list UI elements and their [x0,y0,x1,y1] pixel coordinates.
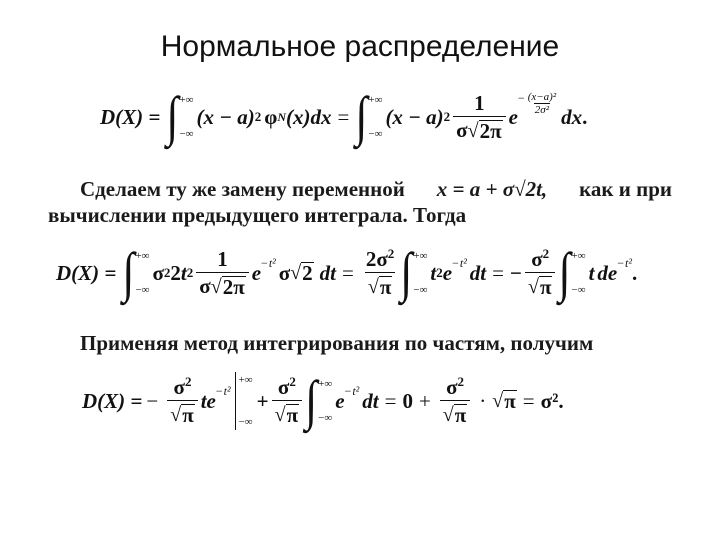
lhs: D(X) = [100,104,161,129]
substitution-formula: x = a + σ√2t, [436,177,548,201]
integral-sign: ∫ +∞ −∞ [558,241,586,303]
density-coefficient: 1 σ √ 2π [453,92,505,142]
integral-sign: ∫ +∞ −∞ [355,85,383,147]
evaluation-bar [235,372,236,430]
density-coefficient: 1 σ √ 2π [196,248,248,298]
formula-substituted-integral: D(X) = ∫ +∞ −∞ σ 2 2 t 2 1 σ √ 2π e − t² σ √ 2 dt = $2\sigma^2$ √ π ∫ +∞ −∞ t 2 e − t² dt = − $\sigma^2$ √ π ∫ +∞ −∞ t de − t² . [56,241,638,303]
integral-sign: ∫ +∞ −∞ [166,85,194,147]
exponent-fraction: $\frac{\text{(x−a)²}}{\text{2σ²}}$ [527,90,557,116]
paragraph-integration-by-parts: Применяя метод интегрирования по частям, получим [80,331,594,355]
integral-sign: ∫ +∞ −∞ [305,369,333,431]
formula-result: D(X) = − $\sigma^2$ √ π te − t² +∞ −∞ + $\sigma^2$ √ π ∫ +∞ −∞ e − t² dt = 0 + $\sigma^2$ √ π · √ π = σ² . [82,369,564,431]
paragraph-substitution: Сделаем ту же замену переменной x = a + σ√2t, как и при вычислении предыдущего интеграла. Тогда [48,177,672,227]
integral-sign: ∫ +∞ −∞ [400,241,428,303]
formula-variance-definition: D(X) = ∫ +∞ −∞ (x − a) 2 φ N (x) dx = ∫ +∞ −∞ (x − a) 2 1 σ √ 2π e − $\frac{\text{(x−a)²}}{\text{2σ²}}$ dx . [100,85,588,147]
slide-title: Нормальное распределение [160,30,560,63]
integral-sign: ∫ +∞ −∞ [122,241,150,303]
